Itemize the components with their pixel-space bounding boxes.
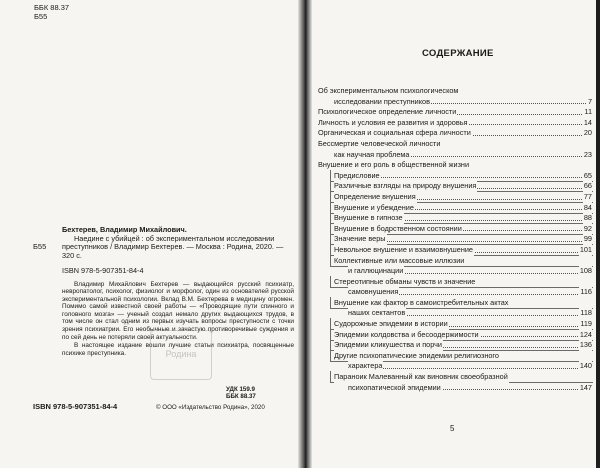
toc-list — [318, 86, 592, 393]
toc-entry-title: Бессмертие человеческой личности — [318, 138, 441, 148]
stamp-text: Родина — [165, 349, 197, 359]
toc-entry-title: как научная проблема — [334, 149, 410, 159]
toc-entry — [318, 383, 592, 394]
toc-entry — [318, 86, 592, 97]
udk-code: УДК 159.9 — [226, 386, 255, 393]
toc-entry-title: Другие психопатические эпидемии религиозного — [334, 350, 499, 360]
toc-entry-title: Предисловие — [334, 170, 380, 180]
toc-entry-title: Невольное внушение и взаимовнушение — [334, 244, 473, 254]
toc-entry-title: Внушение в бодрственном состоянии — [334, 223, 462, 233]
toc-entry — [318, 256, 592, 267]
toc-entry-page: 66 — [583, 181, 592, 191]
toc-entry-title: Психологическое определение личности — [318, 107, 457, 117]
toc-entry — [318, 139, 592, 150]
toc-entry-page: 101 — [579, 244, 592, 254]
card-author: Бехтерев, Владимир Михайлович. — [62, 225, 187, 234]
toc-entry-title: Личность и условия ее развития и здоровья — [318, 117, 468, 127]
toc-entry — [318, 277, 592, 288]
author-mark: Б55 — [34, 12, 48, 21]
toc-entry-title: Об экспериментальном психологическом — [318, 86, 459, 95]
toc-entry-title: Различные взгляды на природу внушения — [334, 181, 477, 191]
toc-entry-page: 77 — [583, 191, 592, 201]
toc-entry-title: характера — [348, 361, 383, 371]
toc-entry — [318, 372, 592, 383]
toc-entry — [318, 107, 592, 118]
toc-entry-title: Внушение в гипнозе — [334, 213, 403, 223]
toc-entry-page: 136 — [579, 340, 592, 350]
isbn-bottom: ISBN 978-5-907351-84-4 — [33, 402, 118, 411]
bbk-header — [34, 3, 69, 21]
copyright-line: © ООО «Издательство Родина», 2020 — [156, 404, 265, 411]
toc-entry-title: Эпидемии колдовства и бесоодержимости — [334, 329, 479, 339]
udk-block — [226, 386, 256, 401]
toc-entry-page: 92 — [583, 223, 592, 233]
toc-entry-title: Значение веры — [334, 234, 386, 244]
toc-entry-title: Внушение и убеждение — [334, 202, 414, 212]
imprint-page — [0, 0, 298, 468]
toc-entry-title: Стереотипные обманы чувств и значение — [334, 276, 476, 286]
toc-entry-title: Внушение и его роль в общественной жизни — [318, 160, 470, 170]
toc-entry — [318, 298, 592, 309]
toc-entry-page: 124 — [579, 329, 592, 339]
card-isbn: ISBN 978-5-907351-84-4 — [62, 265, 144, 275]
toc-entry — [318, 351, 592, 362]
toc-entry-page: 84 — [583, 202, 592, 212]
toc-entry-page: 88 — [583, 213, 592, 223]
toc-entry-page: 108 — [579, 266, 592, 276]
toc-entry — [318, 118, 592, 129]
toc-entry-title: Коллективные или массовые иллюзии — [334, 255, 465, 265]
toc-entry-title: психопатической эпидемии — [348, 382, 441, 392]
toc-entry-title: исследовании преступников — [334, 96, 430, 106]
bbk-code: ББК 88.37 — [226, 393, 256, 401]
card-annotation-2: В настоящее издание вошли лучшие статьи психиатра, посвященные психике преступника. — [62, 342, 294, 357]
toc-entry-title: Эпидемии кликушества и порчи — [334, 340, 442, 350]
toc-entry — [318, 150, 592, 161]
toc-entry-title: Внушение как фактор в самоистребительных актах — [334, 297, 509, 307]
toc-entry-title: самовнушения — [348, 287, 399, 297]
contents-page — [312, 0, 596, 468]
toc-entry-title: Определение внушения — [334, 191, 416, 201]
library-stamp — [150, 330, 212, 380]
toc-entry-title: и галлюцинации — [348, 266, 404, 276]
toc-entry-page: 119 — [580, 319, 592, 329]
card-annotation: Владимир Михайлович Бехтерев — выдающийся русский психиатр, невропатолог, психолог, физиолог и морфолог, один из основателей русской экспериментальной психологии. Вклад В.М. Бехтерева в медицину огромен. Помимо самой известной своей работы — «Проводящие пути спинного и головного мозга» — ученый создал немало других выдающихся трудов, в том числе он стал одним из первых изучать вопросы преступности с точки зрения психиатрии. Его необычные и зачастую противоречивые суждения и по сей день не потеряли своей актуальности. — [62, 280, 294, 341]
toc-entry — [318, 128, 592, 139]
page-number: 5 — [450, 424, 455, 433]
toc-entry-page: 23 — [583, 149, 592, 159]
bbk-index: ББК 88.37 — [34, 3, 70, 12]
card-author-mark: Б55 — [33, 242, 47, 251]
toc-entry-page: 116 — [580, 287, 592, 297]
toc-entry-page: 7 — [587, 96, 592, 106]
toc-entry-page: 99 — [583, 234, 592, 244]
toc-entry-page: 11 — [584, 107, 592, 117]
toc-entry-page: 14 — [583, 117, 592, 127]
toc-entry-title: наших сектантов — [348, 308, 406, 318]
toc-entry-title: Параноик Малеванный как виновник своеобразной — [334, 372, 508, 382]
toc-entry-page: 118 — [580, 308, 592, 318]
toc-entry — [318, 97, 592, 108]
toc-entry-page: 20 — [583, 128, 592, 138]
book-gutter — [298, 0, 312, 468]
toc-entry-page: 147 — [579, 382, 592, 392]
toc-entry-page: 140 — [579, 361, 592, 371]
toc-entry-title: Судорожные эпидемии в истории — [334, 319, 448, 329]
scan-edge — [596, 0, 600, 468]
toc-entry-page: 65 — [583, 170, 592, 180]
card-title: Наедине с убийцей : об экспериментальном исследовании преступников / Владимир Бехтерев. — Москва : Родина, 2020. — 320 с. — [62, 233, 284, 261]
toc-leader-dots — [348, 367, 592, 369]
toc-entry-title: Органическая и социальная сфера личности — [318, 128, 471, 138]
toc-title: СОДЕРЖАНИЕ — [422, 48, 494, 59]
